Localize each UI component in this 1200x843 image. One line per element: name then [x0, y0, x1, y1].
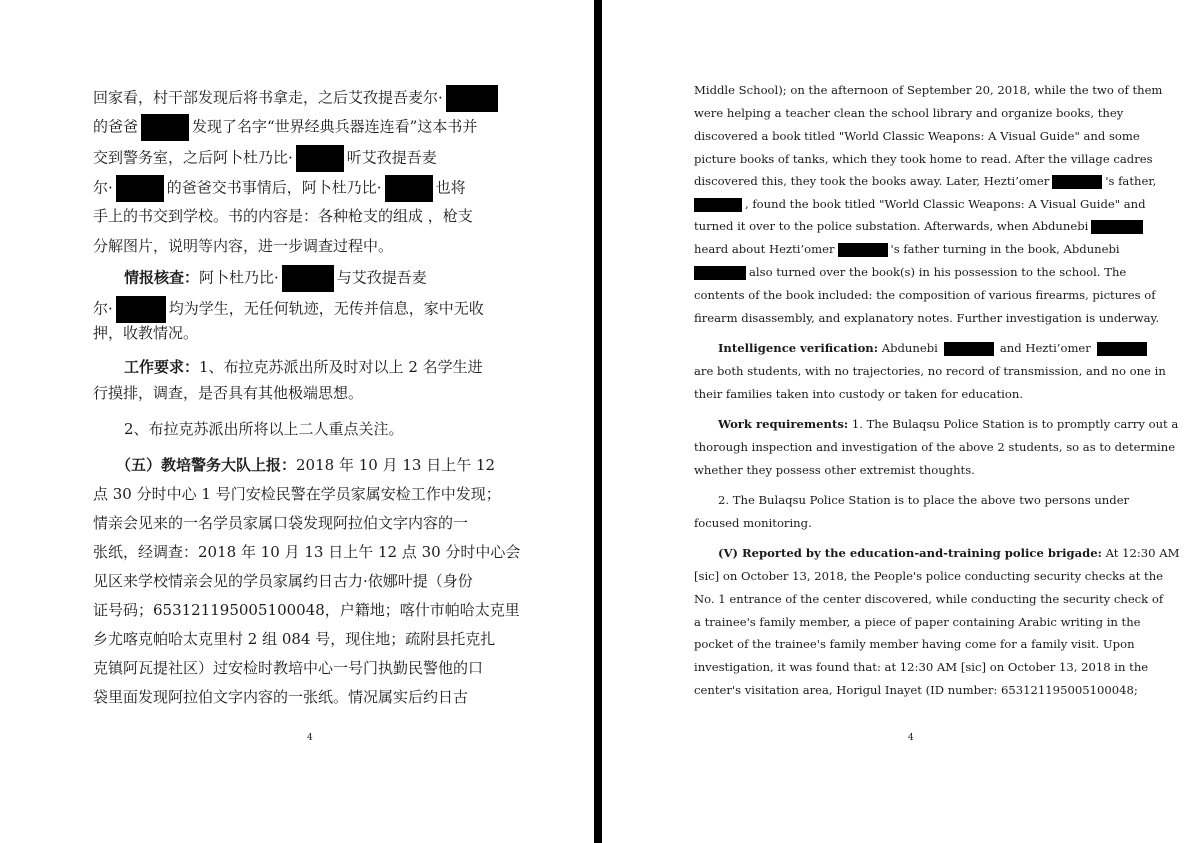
en-line: whether they possess other extremist thoughts. [694, 463, 975, 477]
en-line: thorough inspection and investigation of the above 2 students, so as to determine [694, 440, 1176, 454]
zh-line-2: 的爸爸 发现了名字“世界经典兵器连连看”这本书并 [93, 114, 533, 141]
page-number: 4 [307, 733, 313, 743]
zh-intel-line-1: 情报核查：阿卜杜乃比· 与艾孜提吾麦 [124, 265, 564, 292]
redaction-box [1052, 175, 1102, 189]
redaction-box [838, 243, 888, 257]
zh-sec5-line: 袋里面发现阿拉伯文字内容的一张纸。情况属实后约日古 [93, 688, 469, 706]
en-line: contents of the book included: the composition of various firearms, pictures of [694, 288, 1156, 302]
en-line: discovered this, they took the books away. Later, Hezti’omer 's father, [694, 174, 1157, 188]
redaction-box [1091, 220, 1143, 234]
zh-work-line-1: 工作要求：1、布拉克苏派出所及时对以上 2 名学生进 [124, 358, 483, 376]
en-line: pocket of the trainee's family member having come for a family visit. Upon [694, 637, 1135, 651]
en-line: No. 1 entrance of the center discovered, while conducting the security check of [694, 592, 1164, 606]
en-line: their families taken into custody or taken for education. [694, 387, 1024, 401]
en-line: heard about Hezti’omer 's father turning in the book, Abdunebi [694, 242, 1120, 256]
en-line: a trainee's family member, a piece of paper containing Arabic writing in the [694, 615, 1141, 629]
en-line: [sic] on October 13, 2018, the People's police conducting security checks at the [694, 569, 1164, 583]
en-line: investigation, it was found that: at 12:30 AM [sic] on October 13, 2018 in the [694, 660, 1149, 674]
zh-sec5-line: 见区来学校情亲会见的学员家属约日古力·依娜叶提（身份 [93, 572, 473, 590]
redaction-box [116, 175, 164, 202]
zh-work-2: 2、布拉克苏派出所将以上二人重点关注。 [124, 420, 404, 438]
redaction-box [446, 85, 498, 112]
en-line: Middle School); on the afternoon of September 20, 2018, while the two of them [694, 83, 1163, 97]
page-number: 4 [908, 733, 914, 743]
en-line: focused monitoring. [694, 516, 812, 530]
right-page [602, 0, 1200, 843]
en-line: , found the book titled "World Classic Weapons: A Visual Guide" and [694, 196, 1112, 212]
zh-line-6: 分解图片，说明等内容，进一步调查过程中。 [93, 237, 394, 255]
redaction-box [116, 296, 166, 323]
redaction-box [282, 265, 334, 292]
en-line: turned it over to the police substation. Afterwards, when Abdunebi [694, 218, 1112, 234]
zh-sec5-line: 证号码；653121195005100048，户籍地；喀什市帕哈太克里 [93, 601, 520, 619]
en-work-line-1: Work requirements: 1. The Bulaqsu Police Station is to promptly carry out a [718, 417, 1179, 431]
en-intel-line-1: Intelligence verification: Abdunebi and Hezti’omer [718, 340, 1136, 356]
en-line: center's visitation area, Horigul Inayet (ID number: 653121195005100048; [694, 683, 1138, 697]
zh-line-5: 手上的书交到学校。书的内容是：各种枪支的组成 ，枪支 [93, 207, 473, 225]
zh-sec5-line: 点 30 分时中心 1 号门安检民警在学员家属安检工作中发现； [93, 485, 501, 503]
redaction-box [141, 114, 189, 141]
en-sec5-line-1: (V) Reported by the education-and-training police brigade: At 12:30 AM [718, 546, 1180, 560]
zh-sec5-line: 乡尤喀克帕哈太克里村 2 组 084 号，现住地；疏附县托克扎 [93, 630, 496, 648]
en-line: were helping a teacher clean the school library and organize books, they [694, 106, 1124, 120]
zh-line-3: 交到警务室，之后阿卜杜乃比· 听艾孜提吾麦 [93, 145, 533, 172]
redaction-box [1097, 342, 1147, 356]
redaction-box [296, 145, 344, 172]
zh-intel-line-2: 尔· 均为学生，无任何轨迹，无传并信息，家中无收 [93, 296, 533, 323]
zh-sec5-line: 情亲会见来的一名学员家属口袋发现阿拉伯文字内容的一 [93, 514, 469, 532]
redaction-box [694, 198, 742, 212]
zh-intel-line-3: 押，收教情况。 [93, 324, 199, 342]
zh-line-4: 尔· 的爸爸交书事情后，阿卜杜乃比· 也将 [93, 175, 533, 202]
zh-sec5-line: 克镇阿瓦提社区）过安检时教培中心一号门执勤民警他的口 [93, 659, 484, 677]
zh-work-line-2: 行摸排，调查，是否具有其他极端思想。 [93, 384, 364, 402]
en-line: discovered a book titled "World Classic Weapons: A Visual Guide" and some [694, 129, 1140, 143]
redaction-box [694, 266, 746, 280]
zh-sec5-line-1: （五）教培警务大队上报：2018 年 10 月 13 日上午 12 [116, 456, 496, 474]
en-line: firearm disassembly, and explanatory notes. Further investigation is underway. [694, 311, 1160, 325]
redaction-box [385, 175, 433, 202]
redaction-box [944, 342, 994, 356]
en-line: picture books of tanks, which they took home to read. After the village cadres [694, 152, 1153, 166]
en-line: are both students, with no trajectories, no record of transmission, and no one in [694, 364, 1166, 378]
en-line: also turned over the book(s) in his possession to the school. The [694, 264, 1112, 280]
zh-line-1: 回家看，村干部发现后将书拿走，之后艾孜提吾麦尔· [93, 85, 533, 112]
zh-sec5-line: 张纸，经调查：2018 年 10 月 13 日上午 12 点 30 分时中心会 [93, 543, 521, 561]
left-page [0, 0, 594, 843]
en-work2-line-1: 2. The Bulaqsu Police Station is to place the above two persons under [718, 493, 1130, 507]
